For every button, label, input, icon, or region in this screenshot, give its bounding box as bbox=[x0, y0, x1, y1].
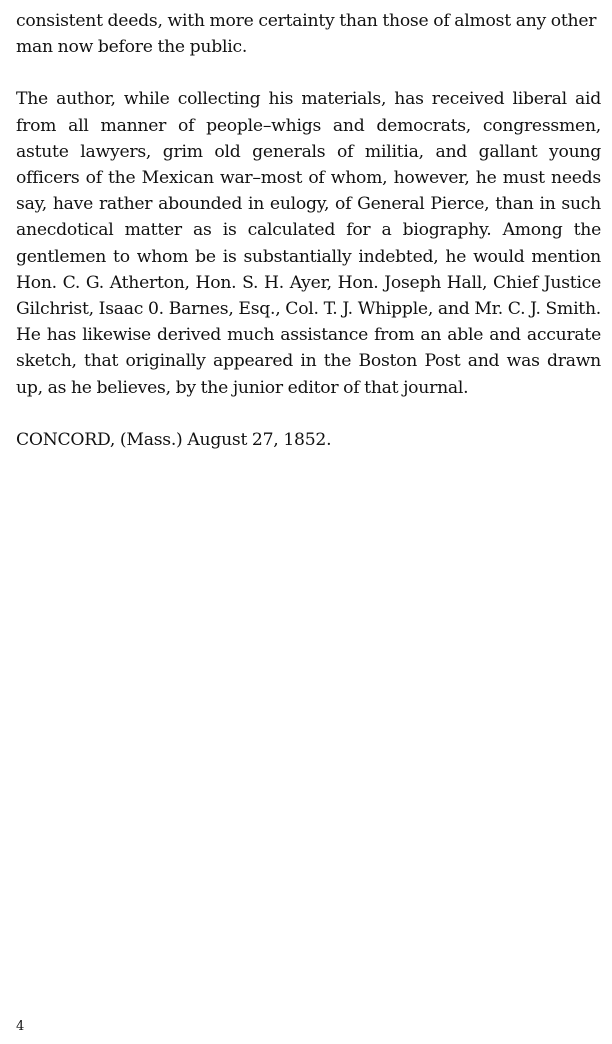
paragraph-continuation: consistent deeds, with more certainty than those of almost any other man now before the public. bbox=[16, 11, 597, 58]
document-page bbox=[16, 8, 601, 453]
paragraph-acknowledgments: The author, while collecting his materials, has received liberal aid from all manner of people–whigs and democrats, congressmen, astute lawyers, grim old generals of militia, and gallant young officers of the Mexican war–most of whom, however, he must needs say, have rather abounded in eulogy, of General Pierce, than in such anecdotical matter as is calculated for a biography. Among the gentlemen to whom be is substantially indebted, he would mention Hon. C. G. Atherton, Hon. S. H. Ayer, Hon. Joseph Hall, Chief Justice Gilchrist, Isaac 0. Barnes, Esq., Col. T. J. Whipple, and Mr. C. J. Smith. He has likewise derived much assistance from an able and accurate sketch, that originally appeared in the Boston Post and was drawn up, as he believes, by the junior editor of that journal. bbox=[16, 89, 601, 398]
page-number: 4 bbox=[16, 1019, 25, 1034]
dateline: CONCORD, (Mass.) August 27, 1852. bbox=[16, 429, 332, 450]
